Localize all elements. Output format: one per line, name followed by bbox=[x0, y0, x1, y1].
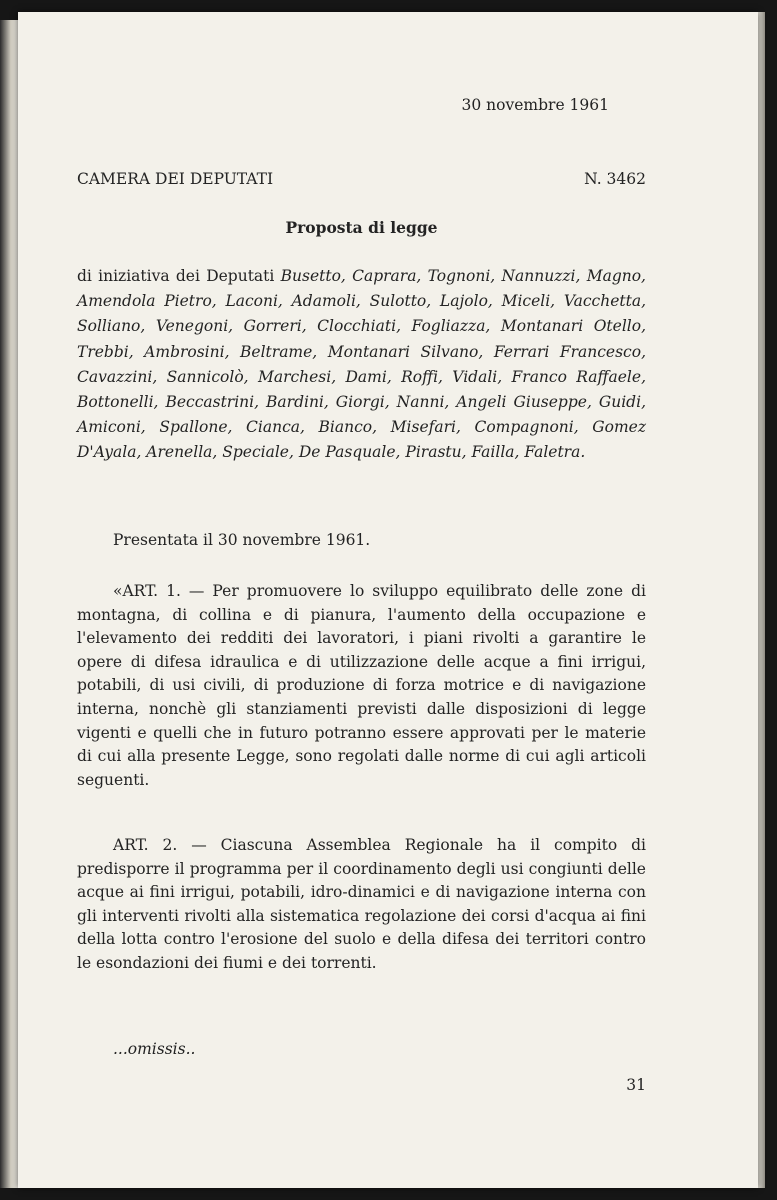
authors-intro: di iniziativa dei Deputati bbox=[77, 267, 281, 285]
bill-number: N. 3462 bbox=[584, 170, 646, 188]
presentation-date: Presentata il 30 novembre 1961. bbox=[113, 531, 371, 549]
document-date: 30 novembre 1961 bbox=[461, 96, 609, 114]
article-2: ART. 2. — Ciascuna Assemblea Regionale ha il compito di predisporre il programma per il coordinamento degli usi congiunti delle acque ai fini irrigui, potabili, idro-dinamici e di navigazione interna con gli interventi rivolti alla sistematica regolazione dei corsi d'acqua ai fini della lotta contro l'erosione del suolo e della difesa dei territori contro le esondazioni dei fiumi e dei torrenti. bbox=[77, 836, 646, 972]
authors-paragraph bbox=[77, 264, 646, 466]
chamber-name: CAMERA DEI DEPUTATI bbox=[77, 170, 274, 188]
page-number: 31 bbox=[626, 1076, 646, 1094]
document-header bbox=[77, 170, 646, 188]
document-page bbox=[18, 12, 758, 1188]
page-edge bbox=[758, 12, 765, 1188]
omissis-note: ...omissis.. bbox=[113, 1040, 196, 1058]
authors-names: Busetto, Caprara, Tognoni, Nannuzzi, Magno, Amendola Pietro, Laconi, Adamoli, Sulotto, Lajolo, Miceli, Vacchetta, Solliano, Venegoni, Gorreri, Clocchiati, Fogliazza, Montanari Otello, Trebbi, Ambrosini, Beltrame, Montanari Silvano, Ferrari Francesco, Cavazzini, Sannicolò, Marchesi, Dami, Roffi, Vidali, Franco Raffaele, Bottonelli, Beccastrini, Bardini, Giorgi, Nanni, Angeli Giuseppe, Guidi, Amiconi, Spallone, Cianca, Bianco, Misefari, Compagnoni, Gomez D'Ayala, Arenella, Speciale, De Pasquale, Pirastu, Failla, Faletra. bbox=[77, 267, 646, 462]
binding-edge bbox=[0, 20, 18, 1188]
article-1: «ART. 1. — Per promuovere lo sviluppo equilibrato delle zone di montagna, di collina e di pianura, l'aumento della occupazione e l'elevamento dei redditi dei lavoratori, i piani rivolti a garantire le opere di difesa idraulica e di utilizzazione delle acque a fini irrigui, potabili, di usi civili, di produzione di forza motrice e di navigazione interna, nonchè gli stanziamenti previsti dalle disposizioni di legge vigenti e quelli che in futuro potranno essere approvati per le materie di cui alla presente Legge, sono regolati dalle norme di cui agli articoli seguenti. bbox=[77, 582, 646, 789]
document-title: Proposta di legge bbox=[285, 218, 438, 237]
